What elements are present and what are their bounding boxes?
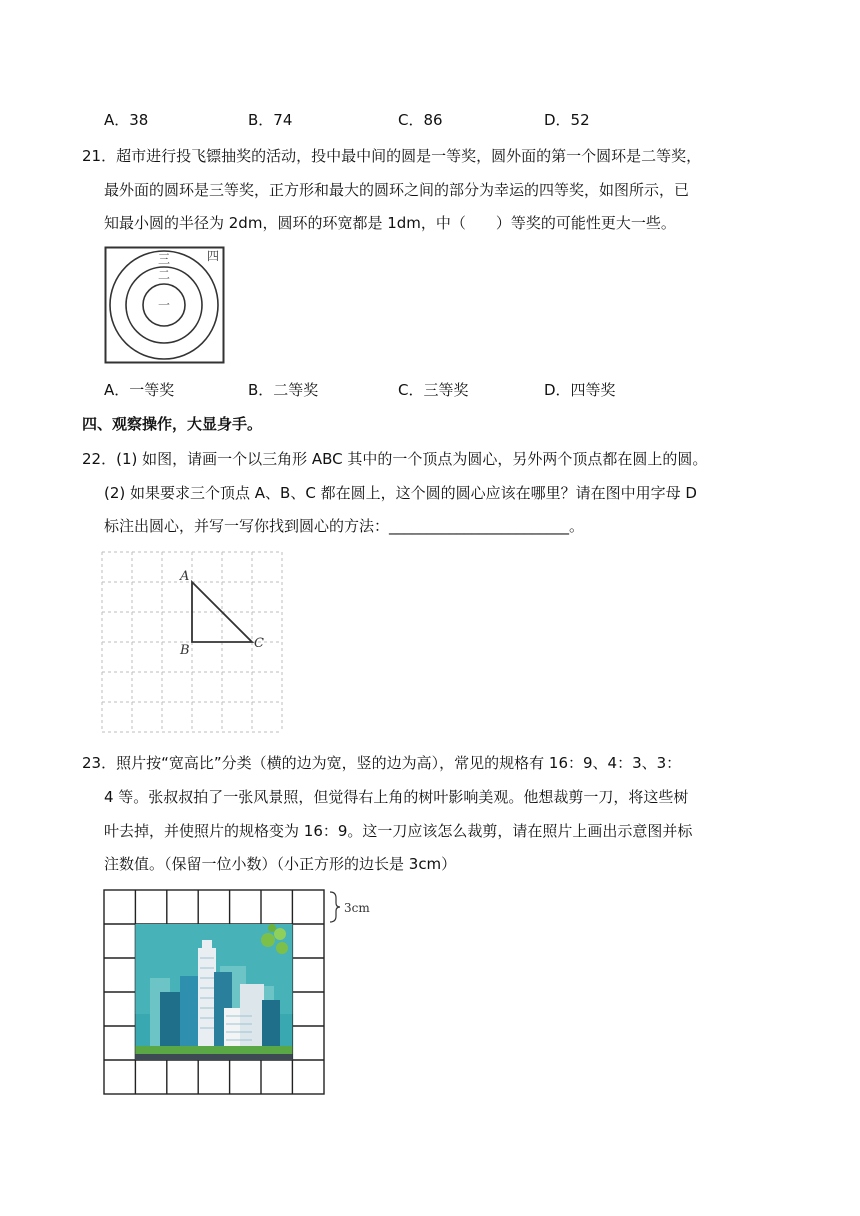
q20-choice-a: A．38	[104, 111, 149, 129]
q21-choice-a: A．一等奖	[104, 381, 175, 399]
photo-grid-figure	[102, 888, 392, 1098]
brace-icon	[330, 892, 340, 922]
vertex-label-a: A	[180, 569, 190, 584]
leaf	[276, 942, 288, 954]
scale-label: 3cm	[344, 901, 370, 915]
q21-text-line-3: 知最小圆的半径为 2dm，圆环的环宽都是 1dm，中（ ）等奖的可能性更大一些。	[104, 214, 676, 232]
label-one: 一	[157, 298, 171, 312]
vertex-label-c: C	[254, 636, 264, 651]
label-two: 二	[157, 268, 171, 282]
label-three: 三	[157, 252, 171, 266]
vertex-label-b: B	[180, 643, 190, 658]
triangle-grid-figure	[100, 550, 284, 734]
label-four: 四	[206, 249, 220, 263]
leaf	[268, 924, 276, 932]
q21-choice-b: B．二等奖	[248, 381, 319, 399]
q20-choice-d: D．52	[544, 111, 590, 129]
q23-text-line-1: 23．照片按“宽高比”分类（横的边为宽，竖的边为高），常见的规格有 16：9、4：3、3：	[82, 754, 682, 772]
q23-text-line-3: 叶去掉，并使照片的规格变为 16：9。这一刀应该怎么裁剪，请在照片上画出示意图并标	[104, 822, 693, 840]
q23-text-line-4: 注数值。（保留一位小数）（小正方形的边长是 3cm）	[104, 855, 457, 873]
q21-choice-d: D．四等奖	[544, 381, 616, 399]
leaf	[274, 928, 286, 940]
q22-text-line-3: 标注出圆心，并写一写你找到圆心的方法：________________________。	[104, 517, 585, 535]
q20-choice-c: C．86	[398, 111, 443, 129]
q23-text-line-2: 4 等。张叔叔拍了一张风景照，但觉得右上角的树叶影响美观。他想裁剪一刀，将这些树	[104, 788, 689, 806]
q21-text-line-1: 21．超市进行投飞镖抽奖的活动，投中最中间的圆是一等奖，圆外面的第一个圆环是二等奖，	[82, 147, 702, 165]
dartboard-figure	[104, 246, 226, 364]
q20-choice-b: B．74	[248, 111, 293, 129]
q21-text-line-2: 最外面的圆环是三等奖，正方形和最大的圆环之间的部分为幸运的四等奖，如图所示，已	[104, 181, 690, 199]
section-4-title: 四、观察操作，大显身手。	[82, 415, 263, 433]
city-photo	[135, 924, 292, 1060]
q22-text-line-1: 22．(1) 如图，请画一个以三角形 ABC 其中的一个顶点为圆心，另外两个顶点都在圆上的圆。	[82, 450, 708, 468]
leaf	[261, 933, 275, 947]
q21-choice-c: C．三等奖	[398, 381, 469, 399]
q22-text-line-2: (2) 如果要求三个顶点 A、B、C 都在圆上，这个圆的圆心应该在哪里？请在图中用字母 D	[104, 484, 697, 502]
